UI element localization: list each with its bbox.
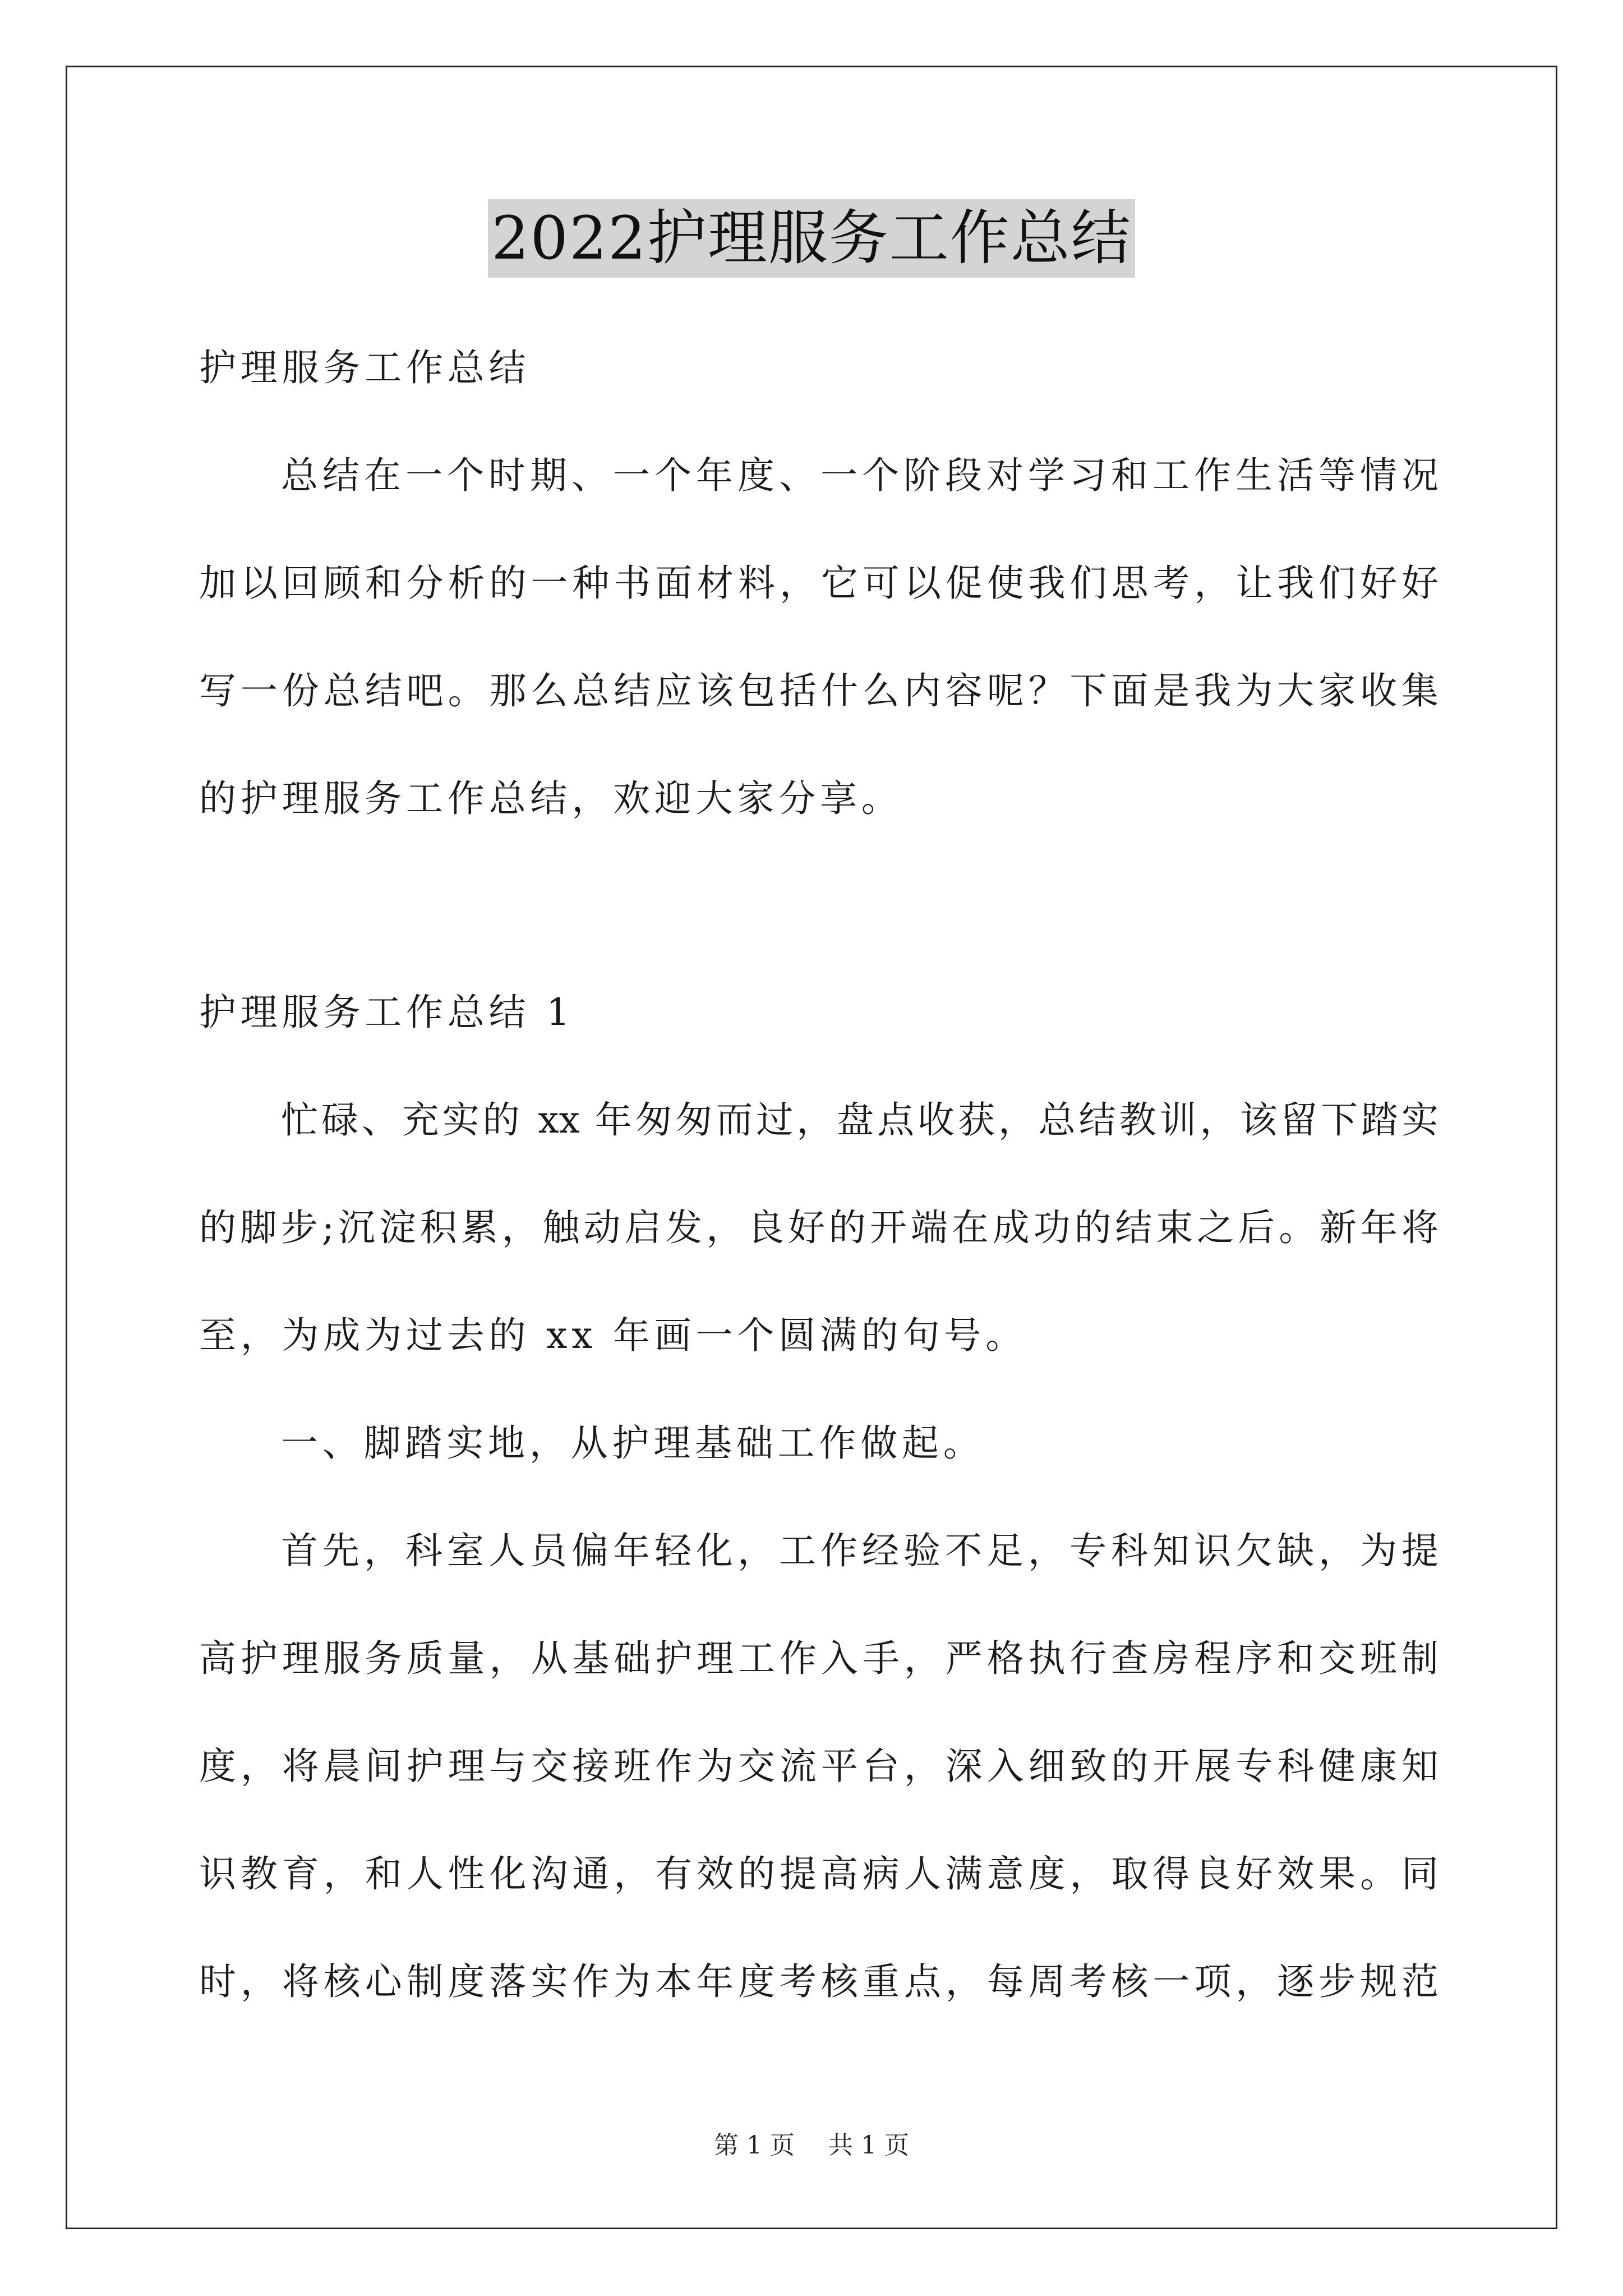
- paragraph-line: 的护理服务工作总结，欢迎大家分享。: [199, 777, 903, 820]
- paragraph-line: 高护理服务质量，从基础护理工作入手，严格执行查房程序和交班制: [199, 1637, 1438, 1680]
- paragraph-line: 时，将核心制度落实作为本年度考核重点，每周考核一项，逐步规范: [199, 1960, 1438, 2003]
- paragraph-line: 写一份总结吧。那么总结应该包括什么内容呢？下面是我为大家收集: [199, 669, 1438, 712]
- subsection-heading: 一、脚踏实地，从护理基础工作做起。: [281, 1421, 985, 1465]
- section-heading: 护理服务工作总结: [199, 346, 531, 389]
- document-title: 2022护理服务工作总结: [488, 199, 1135, 278]
- paragraph-line: 忙碌、充实的 xx 年匆匆而过，盘点收获，总结教训，该留下踏实: [281, 1098, 1438, 1142]
- section-heading: 护理服务工作总结 1: [199, 991, 574, 1034]
- document-body: [199, 314, 1438, 2036]
- paragraph-line: 识教育，和人性化沟通，有效的提高病人满意度，取得良好效果。同: [199, 1852, 1438, 1895]
- paragraph-line: 的脚步;沉淀积累，触动启发，良好的开端在成功的结束之后。新年将: [199, 1206, 1438, 1249]
- paragraph-line: 至，为成为过去的 xx 年画一个圆满的句号。: [199, 1314, 1027, 1357]
- page-total: 共 1 页: [828, 2131, 909, 2160]
- page-number: 第 1 页: [714, 2131, 795, 2160]
- paragraph-line: 度，将晨间护理与交接班作为交流平台，深入细致的开展专科健康知: [199, 1745, 1438, 1788]
- paragraph-line: 总结在一个时期、一个年度、一个阶段对学习和工作生活等情况: [281, 454, 1438, 497]
- paragraph-line: 首先，科室人员偏年轻化，工作经验不足，专科知识欠缺，为提: [281, 1529, 1438, 1572]
- section-gap: [199, 853, 1438, 959]
- page-footer: [0, 2129, 1623, 2162]
- paragraph-line: 加以回顾和分析的一种书面材料，它可以促使我们思考，让我们好好: [199, 562, 1438, 605]
- title-container: [0, 199, 1623, 278]
